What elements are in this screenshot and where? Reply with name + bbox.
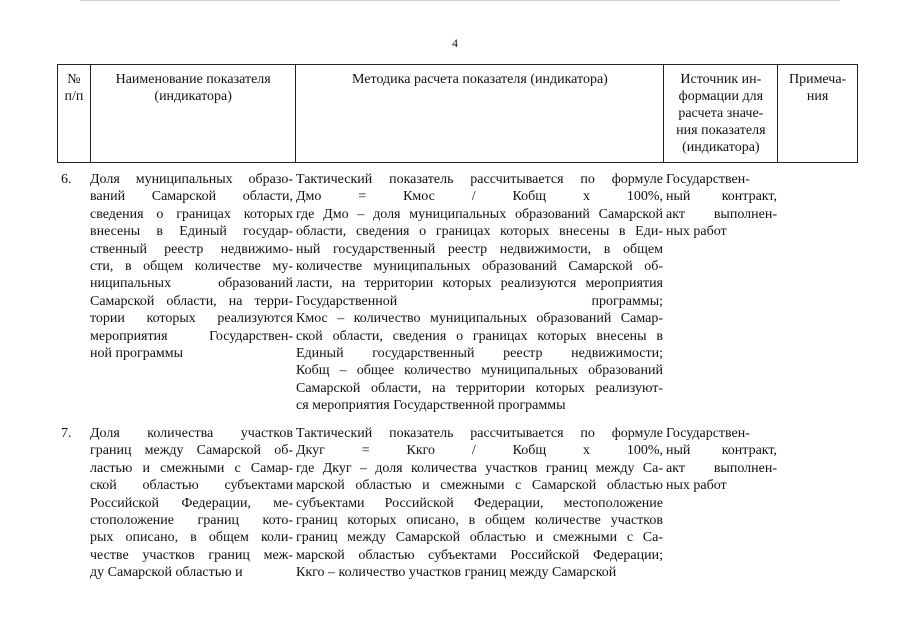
row-number: 7. — [61, 426, 72, 441]
text-line: Дмо = Кмос / Кобщ х 100%, — [296, 189, 663, 205]
text-line: внесены в Единый государ- — [90, 224, 293, 240]
text-line: ской областью субъектами — [90, 478, 293, 494]
text-line: сти, в общем количестве му- — [90, 259, 293, 275]
text-line: сведения о границах которых — [90, 206, 293, 222]
text-line: акт выполнен- — [666, 460, 777, 476]
text-line: где Дкуг – доля количества участков границ между Са- — [296, 460, 663, 476]
text-line: количестве муниципальных образований Самарской об- — [296, 259, 663, 275]
header-indicator-name: Наименование показателя (индикатора) — [91, 65, 296, 162]
text-line: Государственной программы; — [296, 293, 663, 309]
text-line: марской областью субъектами Российской Федерации; — [296, 547, 663, 563]
text-line: Государствен- — [666, 172, 750, 187]
text-line: Ккго – количество участков границ между Самарской — [296, 565, 617, 581]
text-line: где Дмо – доля муниципальных образований Самарской — [296, 206, 663, 222]
text-line: Кобщ – общее количество муниципальных образований — [296, 363, 663, 379]
header-notes: Примеча- ния — [788, 72, 847, 104]
text-line: Кмос – количество муниципальных образований Самар- — [296, 311, 663, 327]
text-line: Доля муниципальных образо- — [90, 172, 293, 187]
information-source — [666, 425, 777, 495]
text-line: Дкуг = Ккго / Кобщ х 100%, — [296, 443, 663, 459]
header-information-source: Источник ин- формации для расчета значе- ния показателя (индикатора) — [664, 65, 778, 162]
text-line: области, сведения о границах которых внесены в Еди- — [296, 224, 663, 240]
text-line: Тактический показатель рассчитывается по формуле — [296, 172, 663, 187]
indicator-name — [90, 171, 293, 362]
header-calculation-method: Методика расчета показателя (индикатора) — [296, 65, 664, 162]
text-line: Самарской области, на территории которых реализуют- — [296, 380, 663, 396]
text-line: ниципальных образований — [90, 276, 293, 292]
text-line: ся мероприятия Государственной программы — [296, 398, 566, 414]
text-line: стоположение границ кото- — [90, 513, 293, 529]
text-line: ных работ — [666, 224, 727, 240]
text-line: Государствен- — [666, 426, 750, 441]
row-number: 6. — [61, 172, 72, 187]
text-line: Тактический показатель рассчитывается по формуле — [296, 426, 663, 441]
text-line: границ между Самарской областью и смежными с Са- — [296, 530, 663, 546]
text-line: ласти, на территории которых реализуются мероприятия — [296, 276, 663, 292]
text-line: марской областью и смежными с Самарской областью — [296, 478, 663, 494]
text-line: Самарской области, на терри- — [90, 293, 293, 309]
page-number: 4 — [452, 36, 458, 50]
page-top-edge — [80, 0, 840, 1]
indicator-name — [90, 425, 293, 582]
text-line: Российской Федерации, ме- — [90, 495, 293, 511]
text-line: ных работ — [666, 478, 727, 494]
text-line: ду Самарской областью и — [90, 565, 243, 581]
calculation-method — [296, 425, 663, 582]
text-line: мероприятия Государствен- — [90, 328, 293, 344]
text-line: границ которых описано, в общем количестве участков — [296, 513, 663, 529]
text-line: тории которых реализуются — [90, 311, 293, 327]
text-line: Доля количества участков — [90, 426, 293, 441]
text-line: ный государственный реестр недвижимости, в общем — [296, 241, 663, 257]
text-line: ваний Самарской области, — [90, 189, 293, 205]
information-source — [666, 171, 777, 241]
text-line: ской области, сведения о границах которых внесены в — [296, 328, 663, 344]
text-line: ный контракт, — [666, 189, 777, 205]
text-line: акт выполнен- — [666, 206, 777, 222]
text-line: честве участков границ меж- — [90, 547, 293, 563]
text-line: субъектами Российской Федерации, местоположение — [296, 495, 663, 511]
text-line: границ между Самарской об- — [90, 443, 293, 459]
text-line: ственный реестр недвижимо- — [90, 241, 293, 257]
table-header — [57, 64, 858, 163]
header-number: № п/п — [58, 65, 91, 162]
calculation-method — [296, 171, 663, 415]
text-line: ный контракт, — [666, 443, 777, 459]
text-line: рых описано, в общем коли- — [90, 530, 293, 546]
text-line: ной программы — [90, 346, 184, 362]
text-line: Единый государственный реестр недвижимости; — [296, 346, 663, 362]
text-line: ластью и смежными с Самар- — [90, 460, 293, 476]
